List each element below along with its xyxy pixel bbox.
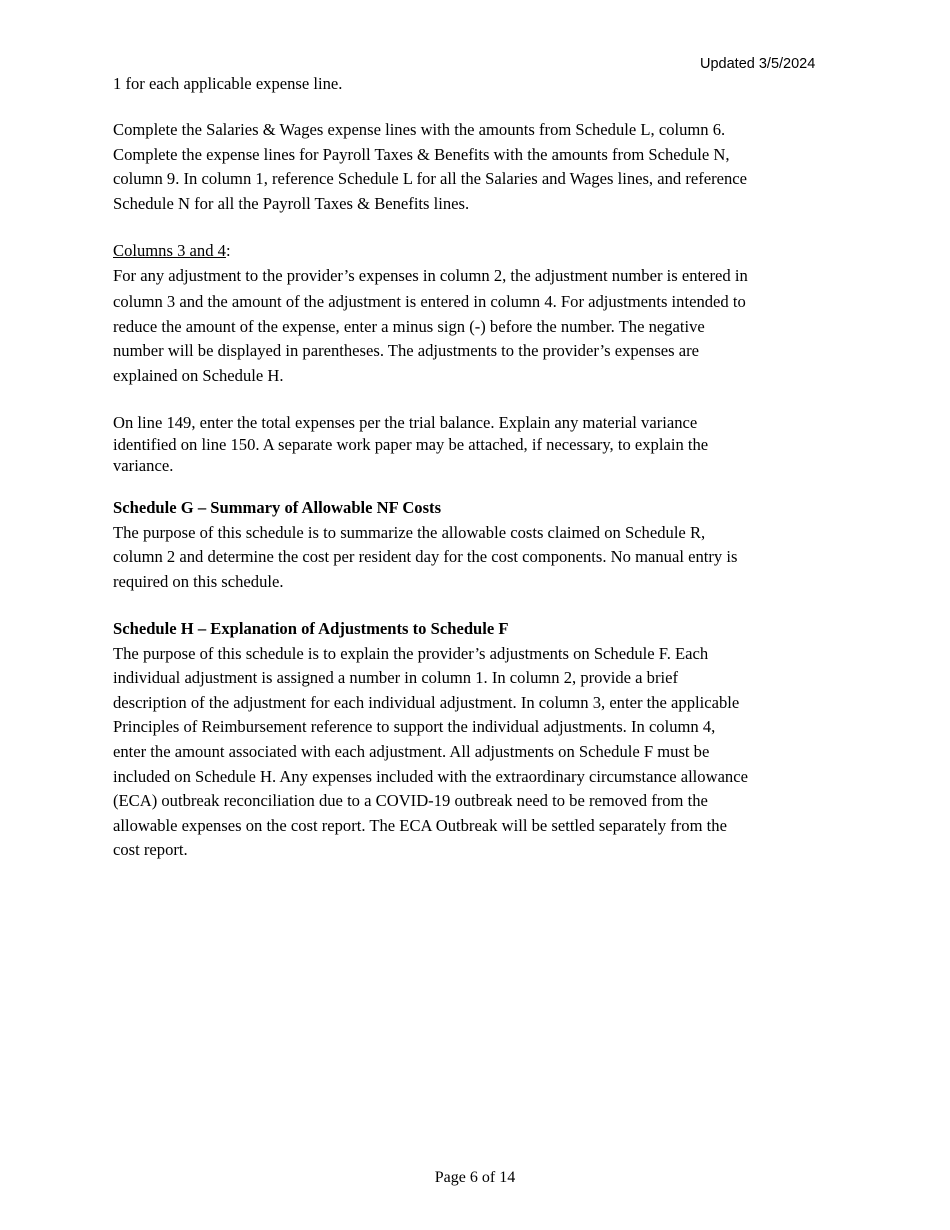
text-line: Complete the expense lines for Payroll Taxes & Benefits with the amounts from Schedule N, <box>113 144 730 164</box>
text-line: description of the adjustment for each individual adjustment. In column 3, enter the applicable <box>113 692 740 712</box>
columns-3-4-section <box>113 239 833 389</box>
text-line: number will be displayed in parentheses. The adjustments to the provider’s expenses are <box>113 341 700 361</box>
text-line: required on this schedule. <box>113 571 284 591</box>
text-line: Principles of Reimbursement reference to support the individual adjustments. In column 4, <box>113 717 716 737</box>
text-line: included on Schedule H. Any expenses included with the extraordinary circumstance allowance <box>113 766 748 786</box>
text-line: variance. <box>113 456 174 475</box>
text-line: Complete the Salaries & Wages expense lines with the amounts from Schedule L, column 6. <box>113 120 726 139</box>
text-line: The purpose of this schedule is to summarize the allowable costs claimed on Schedule R, <box>113 522 706 542</box>
line-149-paragraph <box>113 412 833 477</box>
text-line: Schedule N for all the Payroll Taxes & Benefits lines. <box>113 193 470 213</box>
columns-3-4-label: Columns 3 and 4 <box>113 241 226 260</box>
text-line: allowable expenses on the cost report. The ECA Outbreak will be settled separately from the <box>113 815 727 835</box>
text-line: explained on Schedule H. <box>113 365 284 385</box>
text-line: column 3 and the amount of the adjustment is entered in column 4. For adjustments intended to <box>113 292 746 312</box>
text-line: The purpose of this schedule is to explain the provider’s adjustments on Schedule F. Each <box>113 643 709 663</box>
text-line: (ECA) outbreak reconciliation due to a COVID-19 outbreak need to be removed from the <box>113 791 708 811</box>
text-line: identified on line 150. A separate work paper may be attached, if necessary, to explain the <box>113 434 709 454</box>
text-line: For any adjustment to the provider’s expenses in column 2, the adjustment number is entered in <box>113 265 748 285</box>
salaries-paragraph <box>113 118 833 216</box>
page-number: Page 6 of 14 <box>434 1169 516 1186</box>
schedule-h-heading: Schedule H – Explanation of Adjustments to Schedule F <box>113 619 509 638</box>
schedule-h-section <box>113 617 833 863</box>
text-line: cost report. <box>113 840 188 860</box>
text-line: individual adjustment is assigned a number in column 1. In column 2, provide a brief <box>113 668 678 688</box>
columns-3-4-heading <box>113 239 833 264</box>
text-line: column 2 and determine the cost per resident day for the cost components. No manual entry is <box>113 547 738 567</box>
text-line: reduce the amount of the expense, enter a minus sign (-) before the number. The negative <box>113 316 705 336</box>
text-line: column 9. In column 1, reference Schedule L for all the Salaries and Wages lines, and reference <box>113 169 748 189</box>
text-line: On line 149, enter the total expenses per the trial balance. Explain any material variance <box>113 413 698 432</box>
continuation-text <box>113 72 833 97</box>
updated-date: Updated 3/5/2024 <box>700 56 816 72</box>
text-line: 1 for each applicable expense line. <box>113 74 343 93</box>
text-line: enter the amount associated with each adjustment. All adjustments on Schedule F must be <box>113 741 710 761</box>
schedule-g-heading: Schedule G – Summary of Allowable NF Costs <box>113 498 442 517</box>
schedule-g-section <box>113 496 833 594</box>
columns-3-4-colon: : <box>225 241 231 260</box>
